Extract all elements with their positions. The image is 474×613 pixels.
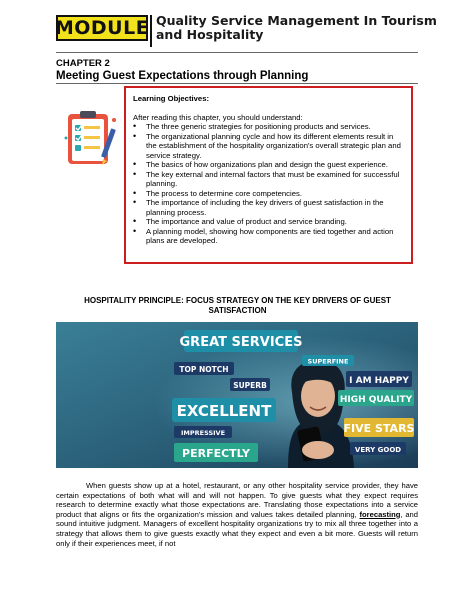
body-text-end: , and sound intuitive judgment. Managers of excellent hospitality organizations try to mix all three together into a strategy that allows them to give guests exactly what they expect and even a bit more. Guests will return only if their experiences meet, if not	[56, 509, 418, 548]
objective-item: • The key external and internal factors that must be examined for successful planning.	[133, 170, 404, 189]
tag-superb	[230, 378, 270, 391]
chapter-number: CHAPTER 2	[56, 58, 110, 69]
objective-item: • The importance of including the key drivers of guest satisfaction in the planning process.	[133, 198, 404, 217]
forecasting-keyword: forecasting	[359, 509, 401, 519]
tag-excellent	[172, 398, 276, 422]
svg-text:SUPERFINE: SUPERFINE	[307, 357, 349, 366]
objectives-intro: After reading this chapter, you should understand:	[133, 112, 303, 122]
objective-item: • The three generic strategies for positioning products and services.	[133, 122, 404, 132]
objectives-heading: Learning Objectives:	[133, 94, 210, 103]
tag-great-services	[180, 330, 303, 352]
svg-text:PERFECTLY: PERFECTLY	[182, 447, 250, 460]
principle-heading: HOSPITALITY PRINCIPLE: FOCUS STRATEGY ON THE KEY DRIVERS OF GUEST SATISFACTION	[84, 296, 391, 315]
learning-objectives-box	[124, 86, 413, 264]
header-divider	[150, 15, 152, 47]
objective-item: • The importance and value of product and service branding.	[133, 217, 404, 227]
objective-item: • A planning model, showing how components are tied together and action plans are developed.	[133, 227, 404, 246]
objective-item: • The basics of how organizations plan and design the guest experience.	[133, 160, 404, 170]
objective-item: • The process to determine core competencies.	[133, 189, 404, 199]
tag-i-am-happy	[346, 371, 412, 387]
tag-high-quality	[338, 390, 414, 406]
service-quality-banner	[56, 322, 418, 468]
header-rule	[56, 52, 418, 53]
svg-text:TOP NOTCH: TOP NOTCH	[179, 365, 229, 374]
tag-impressive	[174, 426, 232, 438]
tag-superfine	[302, 355, 354, 366]
objective-item: • The organizational planning cycle and how its different elements result in the establishment of the hospitality organization's overall strategic plan and service strategy.	[133, 132, 404, 161]
svg-text:IMPRESSIVE: IMPRESSIVE	[180, 429, 226, 437]
svg-text:I AM HAPPY: I AM HAPPY	[349, 376, 409, 386]
module-badge: MODULE	[54, 17, 150, 39]
svg-text:SUPERB: SUPERB	[233, 381, 267, 390]
svg-text:EXCELLENT: EXCELLENT	[176, 402, 272, 420]
body-paragraph	[56, 481, 418, 548]
tag-top-notch	[174, 362, 234, 375]
module-header	[56, 12, 436, 50]
svg-text:HIGH QUALITY: HIGH QUALITY	[339, 395, 413, 405]
tag-very-good	[350, 442, 406, 455]
tag-perfectly	[174, 443, 258, 462]
tag-five-stars	[344, 418, 415, 437]
svg-text:FIVE STARS: FIVE STARS	[343, 422, 415, 435]
svg-text:GREAT SERVICES: GREAT SERVICES	[179, 335, 303, 350]
checklist-clipboard-icon	[62, 108, 122, 168]
objectives-list	[133, 122, 404, 246]
body-text-start: When guests show up at a hotel, restaurant, or any other hospitality service provider, they have certain expectations of both what will and will not happen. To give guests what they expect requires research to determine exactly what those expectations are. Translating those expectations into a service product that aligns or fits the organization's mission and values takes detailed planning,	[56, 481, 418, 519]
chapter-title: Meeting Guest Expectations through Planning	[56, 70, 309, 82]
chapter-rule	[56, 83, 418, 84]
svg-text:VERY GOOD: VERY GOOD	[354, 446, 402, 454]
course-title: Quality Service Management In Tourism and Hospitality	[156, 13, 437, 42]
